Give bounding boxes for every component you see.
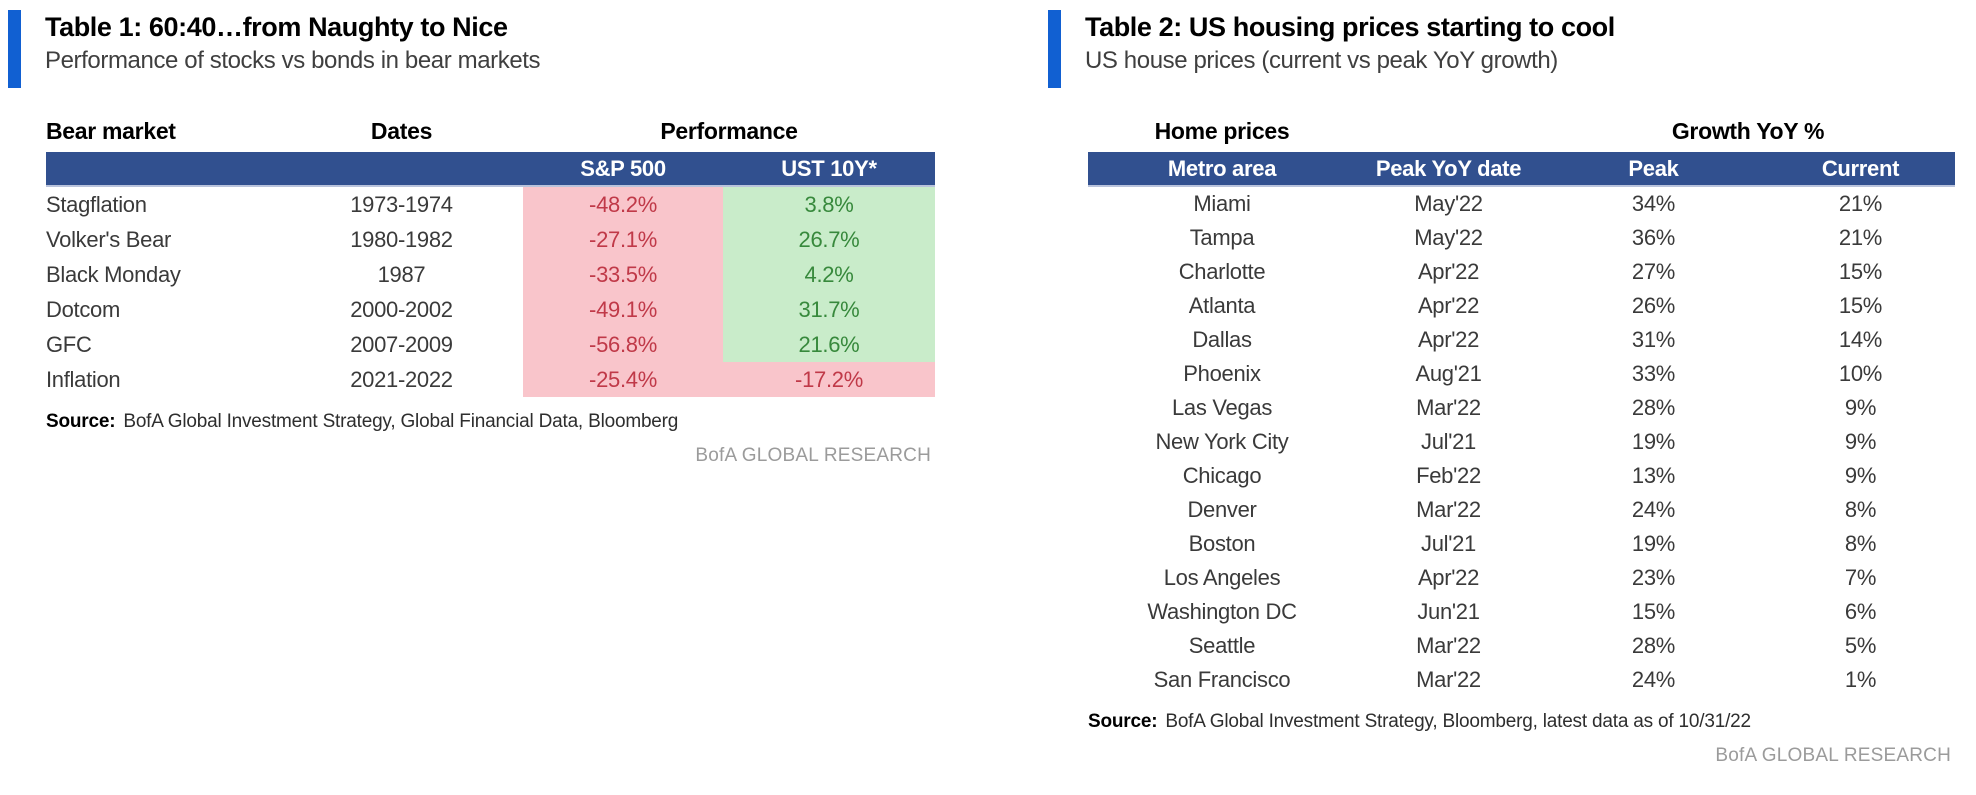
metro-area: Boston	[1188, 531, 1256, 556]
sp500-return: -56.8%	[523, 327, 723, 362]
metro-area: Dallas	[1192, 327, 1252, 352]
table2-source-text: BofA Global Investment Strategy, Bloomberg, latest data as of 10/31/22	[1165, 711, 1751, 732]
current-growth: 8%	[1844, 497, 1877, 522]
table2-source	[1088, 711, 1968, 733]
peak-yoy-date: May'22	[1414, 191, 1483, 216]
ust10y-return: -17.2%	[723, 362, 935, 397]
peak-growth: 19%	[1631, 531, 1676, 556]
subheader-metro-area: Metro area	[1088, 152, 1356, 187]
peak-growth: 19%	[1631, 429, 1676, 454]
sp500-return: -48.2%	[523, 187, 723, 222]
current-growth: 1%	[1844, 667, 1877, 692]
peak-yoy-date: Jul'21	[1421, 429, 1476, 454]
bear-market-name: Stagflation	[46, 192, 147, 217]
current-growth: 10%	[1838, 361, 1883, 386]
current-growth: 15%	[1838, 259, 1883, 284]
ust10y-return: 26.7%	[723, 222, 935, 257]
table2-title-block	[1085, 10, 1615, 88]
metro-area: San Francisco	[1153, 667, 1291, 692]
metro-area: Tampa	[1189, 225, 1255, 250]
current-growth: 14%	[1838, 327, 1883, 352]
metro-area: Phoenix	[1183, 361, 1261, 386]
bear-market-table	[46, 108, 948, 397]
subheader-current: Current	[1766, 152, 1955, 187]
table1-header	[8, 10, 948, 88]
col-header-bear-market: Bear market	[46, 118, 176, 144]
subheader-peak: Peak	[1541, 152, 1766, 187]
current-growth: 9%	[1844, 395, 1877, 420]
metro-area: Chicago	[1182, 463, 1262, 488]
metro-area: Las Vegas	[1171, 395, 1273, 420]
metro-area: Washington DC	[1147, 599, 1297, 624]
accent-bar	[1048, 10, 1061, 88]
current-growth: 6%	[1844, 599, 1877, 624]
table2-research-credit: BofA GLOBAL RESEARCH	[1715, 745, 1951, 766]
bear-market-name: Dotcom	[46, 297, 120, 322]
bear-market-name: Inflation	[46, 367, 121, 392]
peak-yoy-date: Aug'21	[1415, 361, 1482, 386]
current-growth: 8%	[1844, 531, 1877, 556]
peak-yoy-date: Mar'22	[1416, 497, 1481, 522]
table1-source-text: BofA Global Investment Strategy, Global Financial Data, Bloomberg	[123, 411, 679, 432]
table1-title: Table 1: 60:40…from Naughty to Nice	[45, 12, 508, 42]
bear-market-name: GFC	[46, 332, 92, 357]
table1-panel	[8, 10, 948, 467]
table2-header	[1048, 10, 1968, 88]
peak-growth: 24%	[1631, 667, 1676, 692]
peak-yoy-date: Apr'22	[1417, 327, 1480, 352]
bear-market-dates: 1973-1974	[350, 192, 453, 217]
peak-growth: 28%	[1631, 395, 1676, 420]
table2-source-label: Source:	[1088, 711, 1158, 732]
metro-area: Charlotte	[1178, 259, 1266, 284]
ust10y-return: 4.2%	[723, 257, 935, 292]
bear-market-dates: 1987	[377, 262, 426, 287]
metro-area: Atlanta	[1188, 293, 1256, 318]
peak-yoy-date: Mar'22	[1416, 395, 1481, 420]
bear-market-dates: 2007-2009	[350, 332, 453, 357]
peak-yoy-date: Jun'21	[1417, 599, 1480, 624]
peak-growth: 36%	[1631, 225, 1676, 250]
metro-area: New York City	[1155, 429, 1289, 454]
peak-growth: 24%	[1631, 497, 1676, 522]
metro-area: Miami	[1193, 191, 1251, 216]
bear-market-dates: 1980-1982	[350, 227, 453, 252]
table1-subtitle: Performance of stocks vs bonds in bear markets	[45, 47, 541, 75]
ust10y-return: 3.8%	[723, 187, 935, 222]
subheader-ust10y: UST 10Y*	[723, 152, 935, 187]
table1-title-block	[45, 10, 540, 88]
peak-yoy-date: Jul'21	[1421, 531, 1476, 556]
ust10y-return: 31.7%	[723, 292, 935, 327]
accent-bar	[8, 10, 21, 88]
current-growth: 5%	[1844, 633, 1877, 658]
band-spacer	[46, 152, 280, 187]
current-growth: 15%	[1838, 293, 1883, 318]
peak-yoy-date: May'22	[1414, 225, 1483, 250]
table2-subtitle: US house prices (current vs peak YoY growth)	[1085, 47, 1558, 75]
peak-growth: 13%	[1631, 463, 1676, 488]
col-header-growth-yoy: Growth YoY %	[1671, 118, 1825, 144]
current-growth: 9%	[1844, 429, 1877, 454]
home-prices-table	[1088, 108, 1968, 697]
col-header-dates: Dates	[370, 118, 433, 144]
table1-research-credit: BofA GLOBAL RESEARCH	[695, 445, 931, 466]
peak-growth: 33%	[1631, 361, 1676, 386]
subheader-sp500: S&P 500	[523, 152, 723, 187]
current-growth: 21%	[1838, 191, 1883, 216]
peak-growth: 34%	[1631, 191, 1676, 216]
current-growth: 7%	[1844, 565, 1877, 590]
table2-title: Table 2: US housing prices starting to cool	[1085, 12, 1615, 42]
peak-yoy-date: Mar'22	[1416, 633, 1481, 658]
band-spacer	[280, 152, 523, 187]
peak-yoy-date: Feb'22	[1416, 463, 1481, 488]
col-header-home-prices: Home prices	[1154, 118, 1290, 144]
peak-growth: 31%	[1631, 327, 1676, 352]
peak-growth: 27%	[1631, 259, 1676, 284]
peak-growth: 23%	[1631, 565, 1676, 590]
metro-area: Seattle	[1188, 633, 1256, 658]
peak-growth: 28%	[1631, 633, 1676, 658]
metro-area: Denver	[1187, 497, 1257, 522]
peak-yoy-date: Mar'22	[1416, 667, 1481, 692]
current-growth: 9%	[1844, 463, 1877, 488]
peak-growth: 15%	[1631, 599, 1676, 624]
bear-market-name: Black Monday	[46, 262, 181, 287]
table1-source	[46, 411, 948, 433]
sp500-return: -27.1%	[523, 222, 723, 257]
peak-growth: 26%	[1631, 293, 1676, 318]
col-header-performance: Performance	[660, 118, 798, 144]
current-growth: 21%	[1838, 225, 1883, 250]
table1-source-label: Source:	[46, 411, 116, 432]
ust10y-return: 21.6%	[723, 327, 935, 362]
subheader-peak-yoy-date: Peak YoY date	[1356, 152, 1541, 187]
bear-market-dates: 2021-2022	[350, 367, 453, 392]
bear-market-dates: 2000-2002	[350, 297, 453, 322]
peak-yoy-date: Apr'22	[1417, 565, 1480, 590]
peak-yoy-date: Apr'22	[1417, 259, 1480, 284]
table2-panel	[1048, 10, 1968, 767]
peak-yoy-date: Apr'22	[1417, 293, 1480, 318]
bear-market-name: Volker's Bear	[46, 227, 172, 252]
sp500-return: -25.4%	[523, 362, 723, 397]
col-header-spacer	[1356, 145, 1541, 152]
sp500-return: -49.1%	[523, 292, 723, 327]
metro-area: Los Angeles	[1163, 565, 1281, 590]
sp500-return: -33.5%	[523, 257, 723, 292]
